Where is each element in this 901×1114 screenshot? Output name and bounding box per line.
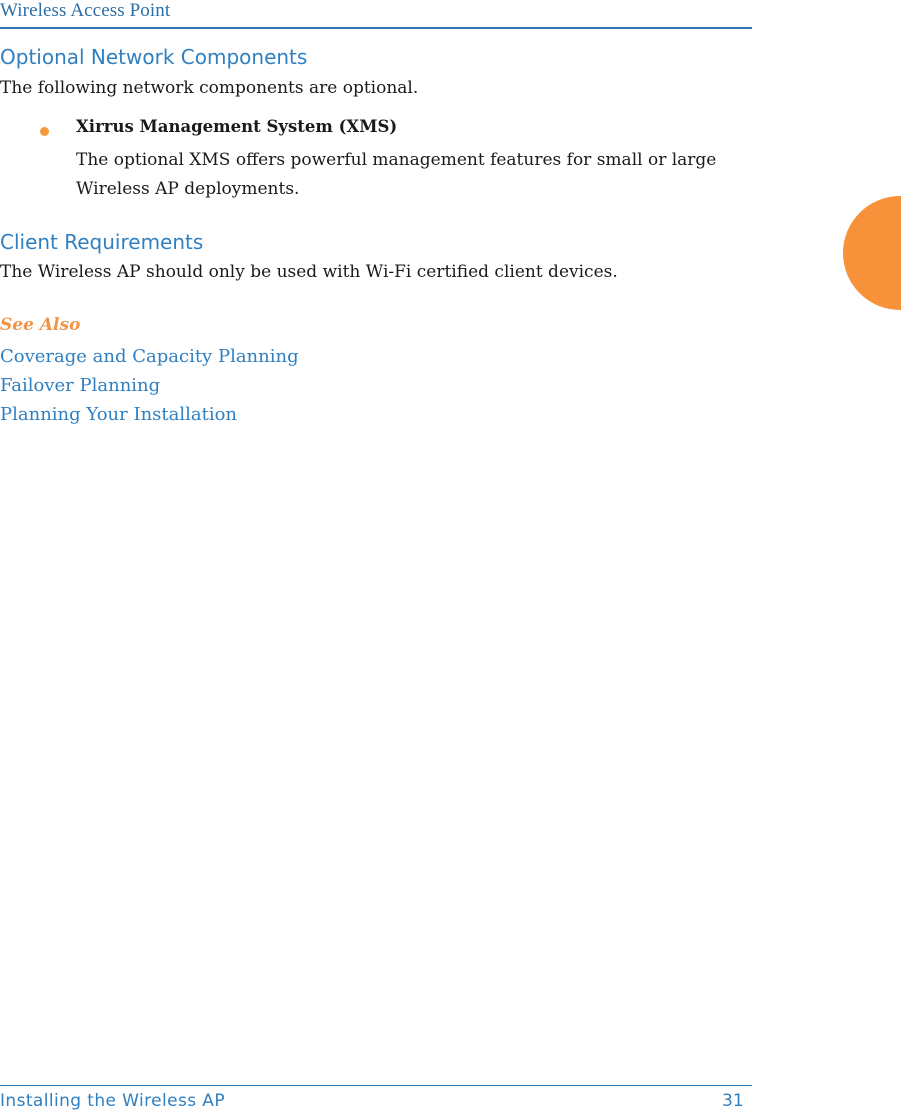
optional-components-intro: The following network components are optional.: [0, 78, 419, 98]
link-planning-your-installation[interactable]: Planning Your Installation: [0, 404, 238, 425]
link-failover-planning[interactable]: Failover Planning: [0, 375, 161, 396]
footer-chapter-title: Installing the Wireless AP: [0, 1091, 225, 1111]
section-title-optional-components: Optional Network Components: [0, 45, 308, 69]
section-title-client-requirements: Client Requirements: [0, 230, 204, 254]
see-also-heading: See Also: [0, 315, 81, 335]
link-coverage-capacity-planning[interactable]: Coverage and Capacity Planning: [0, 346, 299, 367]
running-header-title: Wireless Access Point: [0, 0, 171, 21]
bullet-title-xms: Xirrus Management System (XMS): [76, 117, 398, 136]
bullet-description-xms: The optional XMS offers powerful management features for small or large Wireless AP deployments.: [76, 150, 717, 199]
header-divider: [0, 27, 752, 29]
client-requirements-body: The Wireless AP should only be used with Wi-Fi certified client devices.: [0, 262, 618, 282]
bullet-icon: [40, 127, 49, 136]
chapter-thumb-tab: [843, 196, 901, 310]
footer-page-number: 31: [722, 1091, 744, 1111]
footer-divider: [0, 1085, 752, 1086]
